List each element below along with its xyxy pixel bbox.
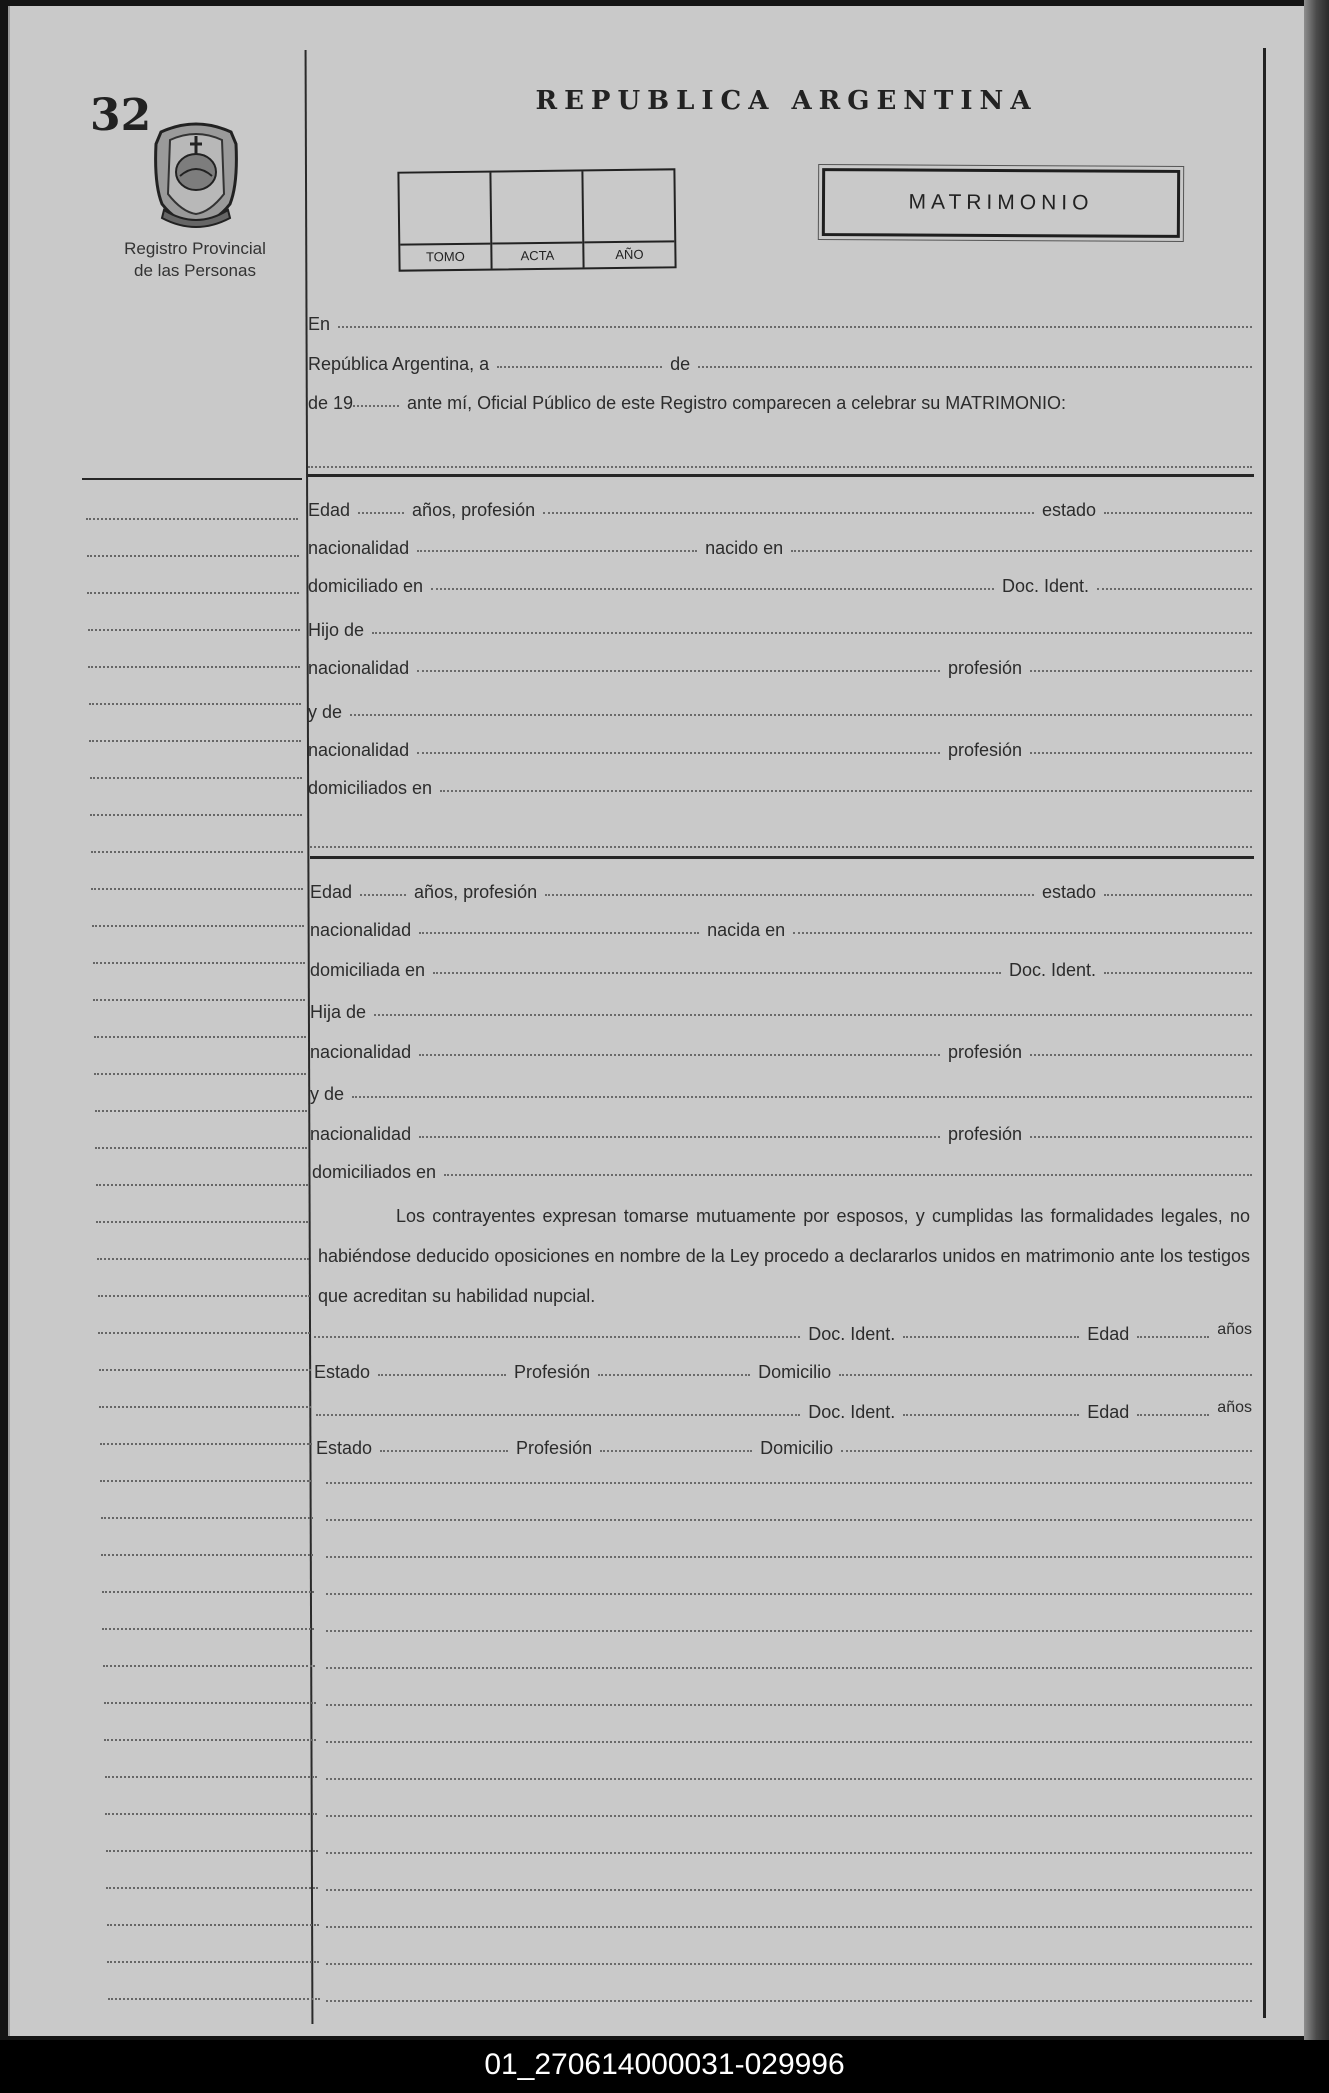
month-field[interactable]	[698, 366, 1252, 368]
witness1-edad-label: Edad	[1087, 1324, 1130, 1344]
margin-line[interactable]	[95, 1147, 307, 1149]
groom-nacionalidad-line	[308, 538, 1252, 559]
witness2-doc-ident-label: Doc. Ident.	[808, 1402, 896, 1422]
bride-mother-nationality-field[interactable]	[419, 1136, 940, 1138]
groom-parents-address-field[interactable]	[440, 790, 1252, 792]
bride-edad-label: Edad	[310, 882, 353, 902]
groom-status-field[interactable]	[1104, 512, 1252, 514]
groom-profesion-3-label: profesión	[947, 740, 1022, 760]
right-border	[1263, 48, 1266, 2018]
bride-nacionalidad-3-label: nacionalidad	[310, 1124, 412, 1144]
bride-mother-nacionalidad-line	[310, 1124, 1252, 1145]
notes-line[interactable]	[326, 1556, 1252, 1558]
bride-nacida-en-label: nacida en	[707, 920, 786, 940]
bride-father-nacionalidad-line	[310, 1042, 1252, 1063]
tomo-label: TOMO	[400, 243, 490, 270]
tomo-cell[interactable]	[399, 173, 492, 270]
margin-line[interactable]	[101, 1517, 313, 1519]
groom-nacionalidad-3-label: nacionalidad	[308, 740, 410, 760]
bride-edad-line	[310, 882, 1252, 903]
witness1-doc-ident-label: Doc. Ident.	[808, 1324, 896, 1344]
bride-hija-de-line	[310, 1002, 1252, 1023]
en-label: En	[308, 314, 331, 334]
margin-line[interactable]	[92, 925, 304, 927]
witness1-profession-field[interactable]	[598, 1374, 750, 1376]
republica-a-label: República Argentina, a	[308, 354, 490, 374]
groom-profesion-2-label: profesión	[947, 658, 1022, 678]
groom-mother-field[interactable]	[350, 714, 1252, 716]
witness1-age-field[interactable]	[1137, 1336, 1209, 1338]
witness2-doc-line	[316, 1399, 1252, 1423]
margin-line[interactable]	[87, 592, 299, 594]
notes-line[interactable]	[326, 1741, 1252, 1743]
section-divider-1	[308, 474, 1254, 477]
groom-mother-nacionalidad-line	[308, 740, 1252, 761]
bride-status-field[interactable]	[1104, 894, 1252, 896]
witness2-domicilio-label: Domicilio	[760, 1438, 834, 1458]
witness1-estado-label: Estado	[314, 1362, 371, 1382]
groom-nacionalidad-label: nacionalidad	[308, 538, 410, 558]
margin-line[interactable]	[97, 1258, 309, 1260]
witness1-doc-line	[314, 1321, 1252, 1345]
ano-label: AÑO	[584, 240, 674, 267]
header-date-line	[308, 354, 1252, 375]
witness2-estado-line	[316, 1438, 1252, 1459]
notes-line[interactable]	[326, 1926, 1252, 1928]
notes-line[interactable]	[326, 1704, 1252, 1706]
margin-divider	[82, 478, 302, 480]
witness2-doc-field[interactable]	[903, 1414, 1079, 1416]
margin-line[interactable]	[98, 1332, 310, 1334]
consent-paragraph: Los contrayentes expresan tomarse mutuamente por esposos, y cumplidas las formalidades legales, no habiéndose deducido oposiciones en nombre de la Ley procedo a declararlos unidos en matrimonio ante los testigos que acreditan su habilidad nupcial.	[318, 1206, 1250, 1306]
groom-birthplace-field[interactable]	[791, 550, 1252, 552]
bride-y-de-line	[310, 1084, 1252, 1105]
de-19-label: de 19	[308, 393, 354, 413]
notes-line[interactable]	[326, 1630, 1252, 1632]
groom-nationality-field[interactable]	[417, 550, 697, 552]
margin-line[interactable]	[106, 1887, 318, 1889]
notes-line[interactable]	[326, 1519, 1252, 1521]
act-type-box: MATRIMONIO	[822, 168, 1180, 238]
bride-domiciliada-en-label: domiciliada en	[310, 960, 426, 980]
groom-domiciliado-en-label: domiciliado en	[308, 576, 424, 596]
bride-parents-address-field[interactable]	[444, 1174, 1252, 1176]
section-divider-2	[310, 856, 1254, 859]
bride-y-de-label: y de	[310, 1084, 345, 1104]
bride-hija-de-label: Hija de	[310, 1002, 367, 1022]
bride-domiciliados-en-label: domiciliados en	[312, 1162, 437, 1182]
groom-y-de-label: y de	[308, 702, 343, 722]
groom-nacido-en-label: nacido en	[705, 538, 784, 558]
margin-line[interactable]	[86, 518, 298, 520]
registry-name	[100, 238, 290, 282]
groom-nacionalidad-2-label: nacionalidad	[308, 658, 410, 678]
margin-line[interactable]	[105, 1813, 317, 1815]
bride-profesion-2-label: profesión	[947, 1042, 1022, 1062]
margin-line[interactable]	[94, 1036, 306, 1038]
bride-mother-profession-field[interactable]	[1030, 1136, 1252, 1138]
margin-line[interactable]	[89, 703, 301, 705]
margin-line[interactable]	[96, 1184, 308, 1186]
groom-parents-domicilio-line	[308, 778, 1252, 799]
groom-estado-label: estado	[1041, 500, 1096, 520]
margin-line[interactable]	[102, 1591, 314, 1593]
witness1-address-field[interactable]	[839, 1374, 1252, 1376]
margin-line[interactable]	[87, 555, 299, 557]
margin-line[interactable]	[96, 1221, 308, 1223]
bride-profession-field[interactable]	[545, 894, 1034, 896]
witness2-address-field[interactable]	[841, 1450, 1252, 1452]
margin-line[interactable]	[107, 1924, 319, 1926]
witness1-domicilio-label: Domicilio	[758, 1362, 832, 1382]
notes-line[interactable]	[326, 1815, 1252, 1817]
groom-y-de-line	[308, 702, 1252, 723]
acta-cell[interactable]	[491, 171, 584, 268]
margin-line[interactable]	[99, 1406, 311, 1408]
margin-line[interactable]	[104, 1739, 316, 1741]
margin-line[interactable]	[105, 1776, 317, 1778]
margin-line[interactable]	[91, 888, 303, 890]
bride-doc-ident-label: Doc. Ident.	[1008, 960, 1096, 980]
witness1-profesion-label: Profesión	[514, 1362, 591, 1382]
witness1-status-field[interactable]	[378, 1374, 506, 1376]
margin-line[interactable]	[100, 1480, 312, 1482]
margin-line[interactable]	[107, 1961, 319, 1963]
header-en-line	[308, 314, 1252, 335]
notes-line[interactable]	[326, 1963, 1252, 1965]
margin-line[interactable]	[103, 1665, 315, 1667]
notes-line[interactable]	[326, 1852, 1252, 1854]
groom-doc-field[interactable]	[1097, 588, 1252, 590]
witness2-anos-label: años	[1217, 1399, 1252, 1416]
margin-line[interactable]	[90, 814, 302, 816]
groom-blank-line[interactable]	[310, 846, 1252, 848]
bride-age-field[interactable]	[360, 894, 406, 896]
bride-doc-field[interactable]	[1104, 972, 1252, 974]
groom-domicilio-line	[308, 576, 1252, 597]
header-year-line	[308, 393, 1252, 414]
margin-line[interactable]	[95, 1110, 307, 1112]
witness2-age-field[interactable]	[1137, 1414, 1209, 1416]
bride-address-field[interactable]	[433, 972, 1001, 974]
witness2-profesion-label: Profesión	[516, 1438, 593, 1458]
groom-address-field[interactable]	[431, 588, 994, 590]
witness1-name-field[interactable]	[314, 1336, 800, 1338]
comparecen-label: ante mí, Oficial Público de este Registro comparecen a celebrar su MATRIMONIO:	[407, 393, 1066, 413]
groom-father-nationality-field[interactable]	[417, 670, 940, 672]
groom-father-field[interactable]	[372, 632, 1252, 634]
country-title: REPUBLICA ARGENTINA	[535, 86, 1038, 116]
notes-line[interactable]	[326, 1482, 1252, 1484]
bride-nacionalidad-2-label: nacionalidad	[310, 1042, 412, 1062]
registry-name-line1: Registro Provincial	[124, 239, 266, 258]
margin-line[interactable]	[89, 740, 301, 742]
bride-father-profession-field[interactable]	[1030, 1054, 1252, 1056]
register-page	[8, 6, 1306, 2036]
groom-mother-profession-field[interactable]	[1030, 752, 1252, 754]
bride-domicilio-line	[310, 960, 1252, 981]
margin-line[interactable]	[88, 629, 300, 631]
notes-line[interactable]	[326, 2000, 1252, 2002]
day-field[interactable]	[497, 366, 662, 368]
margin-line[interactable]	[101, 1554, 313, 1556]
bride-nacionalidad-label: nacionalidad	[310, 920, 412, 940]
bride-nationality-field[interactable]	[419, 932, 699, 934]
margin-line[interactable]	[99, 1369, 311, 1371]
ano-cell[interactable]	[583, 170, 674, 267]
groom-anos-profesion-label: años, profesión	[412, 500, 536, 520]
witness2-estado-label: Estado	[316, 1438, 373, 1458]
notes-line[interactable]	[326, 1889, 1252, 1891]
bride-anos-profesion-label: años, profesión	[414, 882, 538, 902]
en-field[interactable]	[338, 326, 1252, 328]
groom-age-field[interactable]	[358, 512, 404, 514]
bride-parents-domicilio-line	[312, 1162, 1252, 1183]
registry-name-line2: de las Personas	[134, 261, 256, 280]
acta-label: ACTA	[492, 241, 582, 268]
groom-doc-ident-label: Doc. Ident.	[1001, 576, 1089, 596]
bride-mother-field[interactable]	[352, 1096, 1252, 1098]
margin-line[interactable]	[88, 666, 300, 668]
binding-edge	[1304, 0, 1329, 2040]
page-number: 32	[90, 90, 152, 141]
bride-birthplace-field[interactable]	[793, 932, 1252, 934]
groom-father-nacionalidad-line	[308, 658, 1252, 679]
margin-line[interactable]	[93, 962, 305, 964]
de-label: de	[670, 354, 691, 374]
margin-line[interactable]	[104, 1702, 316, 1704]
groom-father-profession-field[interactable]	[1030, 670, 1252, 672]
witness1-anos-label: años	[1217, 1321, 1252, 1338]
bride-nacionalidad-line	[310, 920, 1252, 941]
groom-hijo-de-label: Hijo de	[308, 620, 365, 640]
margin-line[interactable]	[93, 999, 305, 1001]
margin-line[interactable]	[98, 1295, 310, 1297]
notes-line[interactable]	[326, 1778, 1252, 1780]
header-blank-line[interactable]	[308, 466, 1252, 468]
bride-profesion-3-label: profesión	[947, 1124, 1022, 1144]
margin-line[interactable]	[94, 1073, 306, 1075]
footer-code: 01_270614000031-029996	[0, 2040, 1329, 2093]
margin-line[interactable]	[106, 1850, 318, 1852]
witness2-status-field[interactable]	[380, 1450, 508, 1452]
provincial-crest-icon	[146, 114, 246, 230]
bride-estado-label: estado	[1041, 882, 1096, 902]
witness2-name-field[interactable]	[316, 1414, 800, 1416]
notes-line[interactable]	[326, 1593, 1252, 1595]
margin-line[interactable]	[108, 1998, 320, 2000]
witness1-doc-field[interactable]	[903, 1336, 1079, 1338]
registry-index-table	[397, 168, 676, 271]
groom-hijo-de-line	[308, 620, 1252, 641]
witness1-estado-line	[314, 1362, 1252, 1383]
notes-line[interactable]	[326, 1667, 1252, 1669]
bride-father-field[interactable]	[374, 1014, 1252, 1016]
margin-line[interactable]	[102, 1628, 314, 1630]
groom-edad-line	[308, 500, 1252, 521]
groom-mother-nationality-field[interactable]	[417, 752, 940, 754]
groom-profession-field[interactable]	[543, 512, 1034, 514]
witness2-edad-label: Edad	[1087, 1402, 1130, 1422]
year-field[interactable]	[353, 405, 399, 407]
groom-edad-label: Edad	[308, 500, 351, 520]
groom-domiciliados-en-label: domiciliados en	[308, 778, 433, 798]
witness2-profession-field[interactable]	[600, 1450, 752, 1452]
bride-father-nationality-field[interactable]	[419, 1054, 940, 1056]
margin-line[interactable]	[90, 777, 302, 779]
margin-line[interactable]	[91, 851, 303, 853]
margin-line[interactable]	[100, 1443, 312, 1445]
